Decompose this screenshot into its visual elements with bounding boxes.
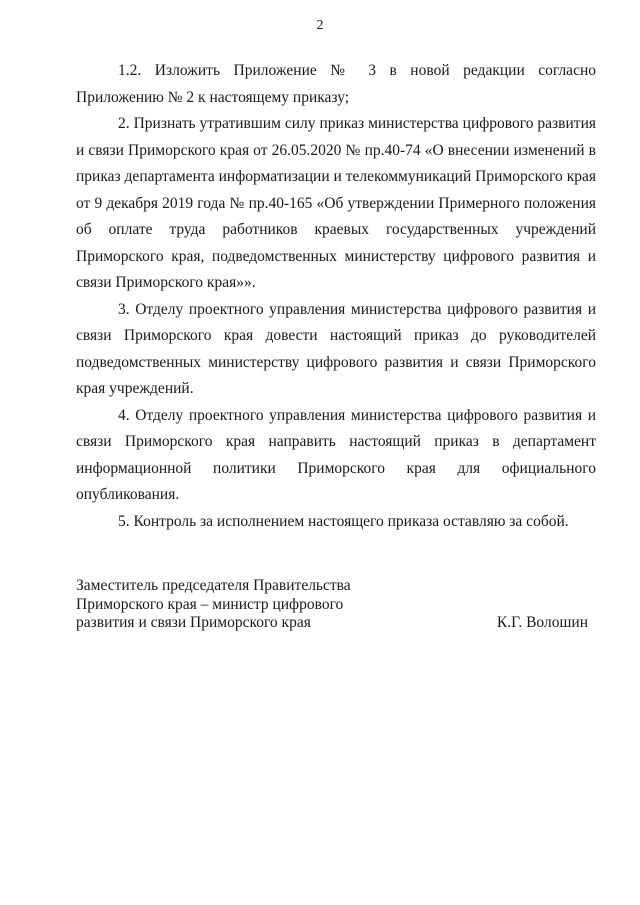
paragraph-4: 4. Отделу проектного управления министерства цифрового развития и связи Приморского края направить настоящий приказ в департамент информационной политики Приморского края для официального опубликования. bbox=[76, 406, 596, 503]
paragraph-2: 2. Признать утратившим силу приказ министерства цифрового развития и связи Приморского края от 26.05.2020 № пр.40-74 «О внесении изменений в приказ департамента информатизации и телекоммуникаций Приморского края от 9 декабря 2019 года № пр.40-165 «Об утверждении Примерного положения об оплате труда работников краевых государственных учреждений Приморского края, подведомственных министерству цифрового развития и связи Приморского края»». bbox=[76, 115, 596, 291]
paragraph-3: 3. Отделу проектного управления министерства цифрового развития и связи Приморского края довести настоящий приказ до руководителей подведомственных министерству цифрового развития и связи Приморского края учреждений. bbox=[76, 300, 596, 397]
signatory-position-line-1: Заместитель председателя Правительства bbox=[76, 577, 351, 594]
signatory-name: К.Г. Волошин bbox=[496, 614, 588, 631]
paragraph-1-2: 1.2. Изложить Приложение № 3 в новой редакции согласно Приложению № 2 к настоящему приказу; bbox=[76, 62, 596, 106]
signature-block bbox=[76, 577, 596, 633]
document-body bbox=[76, 58, 596, 535]
signatory-position-line-3: развития и связи Приморского края bbox=[76, 614, 311, 631]
signatory-position-line-2: Приморского края – министр цифрового bbox=[76, 595, 344, 613]
page-number: 2 bbox=[316, 18, 324, 33]
paragraph-5: 5. Контроль за исполнением настоящего приказа оставляю за собой. bbox=[118, 512, 569, 530]
